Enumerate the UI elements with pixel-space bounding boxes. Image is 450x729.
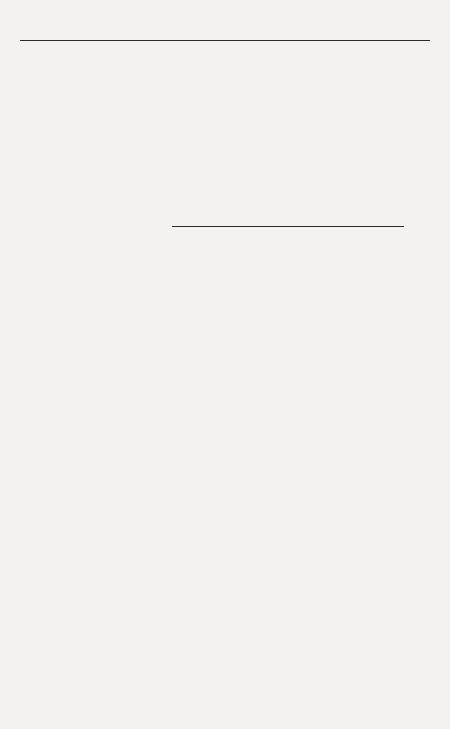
section-leader (172, 226, 404, 227)
